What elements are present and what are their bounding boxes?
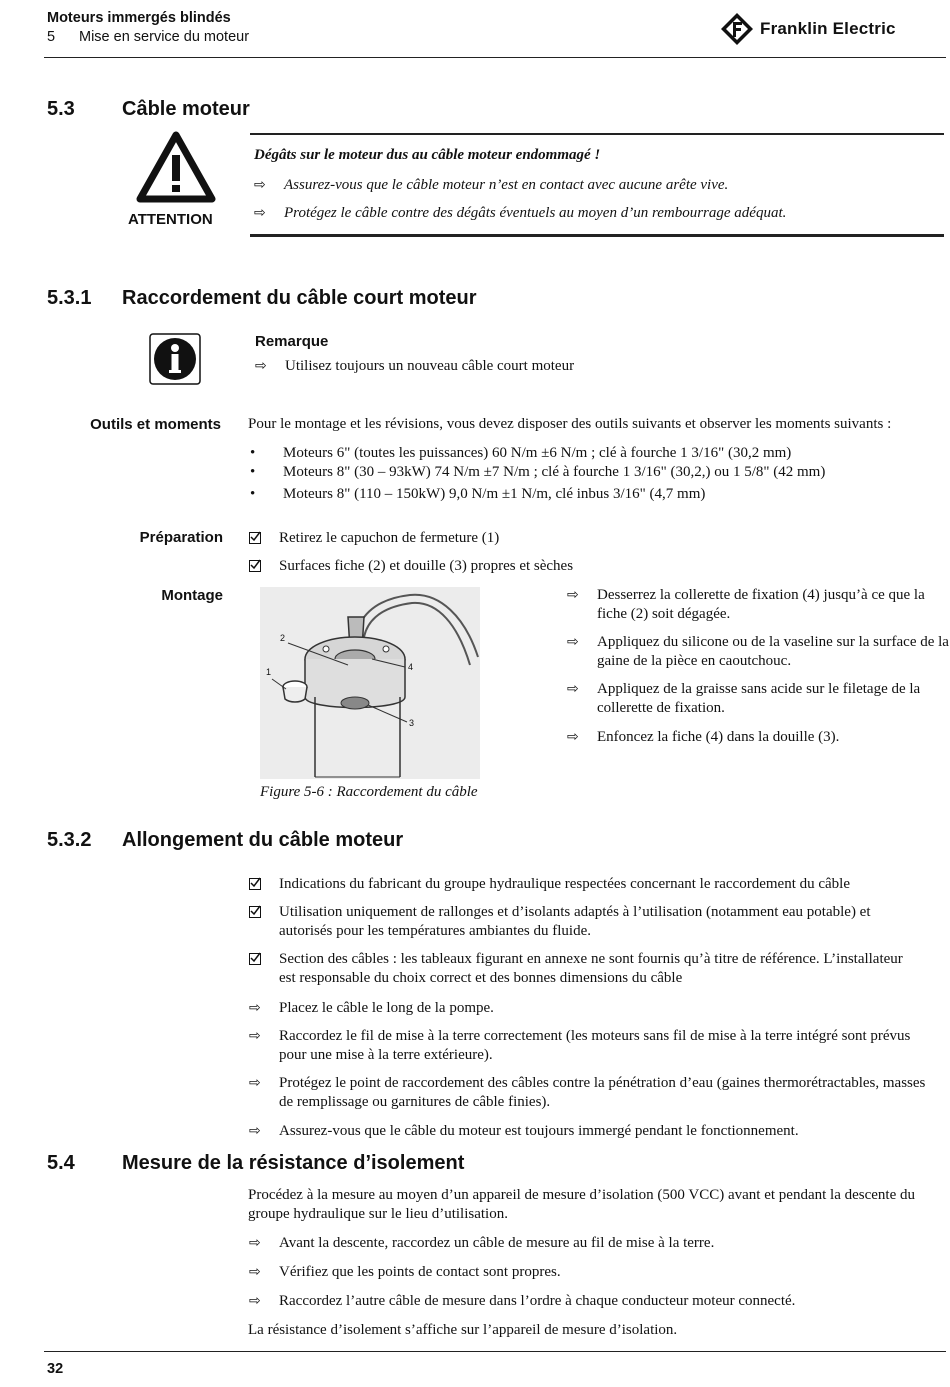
- arrow-icon: ⇨: [567, 681, 579, 697]
- cable-connection-drawing: [260, 587, 480, 779]
- arrow-icon: ⇨: [567, 729, 579, 745]
- tools-list-item: • Moteurs 8" (110 – 150kW) 9,0 N/m ±1 N/m, clé inbus 3/16" (4,7 mm): [250, 486, 706, 502]
- checklist-item: Indications du fabricant du groupe hydraulique respectées concernant le raccordement du câble: [249, 875, 919, 894]
- instruction-step: ⇨ Assurez-vous que le câble du moteur est toujours immergé pendant le fonctionnement.: [249, 1123, 799, 1139]
- arrow-icon: ⇨: [249, 1235, 261, 1251]
- section-heading-5-3-2: [47, 829, 747, 855]
- mounting-step: ⇨ Enfoncez la fiche (4) dans la douille (3).: [567, 729, 840, 745]
- checked-box-icon: [249, 532, 261, 544]
- arrow-icon: ⇨: [249, 1000, 261, 1016]
- measurement-outro: La résistance d’isolement s’affiche sur l’appareil de mesure d’isolation.: [248, 1322, 678, 1338]
- instruction-step: ⇨ Protégez le point de raccordement des câbles contre la pénétration d’eau (gaines thermorétractables, masses de remplissage ou garnitures de câble finies).: [249, 1075, 926, 1110]
- checklist-item: Retirez le capuchon de fermeture (1): [249, 529, 939, 548]
- warning-triangle-icon: [136, 131, 216, 203]
- checked-box-icon: [249, 560, 261, 572]
- instruction-step: ⇨ Raccordez l’autre câble de mesure dans l’ordre à chaque conducteur moteur connecté.: [249, 1293, 796, 1309]
- note-item: ⇨ Utilisez toujours un nouveau câble court moteur: [255, 358, 575, 374]
- section-number: 5.3: [47, 98, 75, 120]
- preparation-label: Préparation: [139, 529, 223, 546]
- section-number: 5.3.1: [47, 287, 92, 309]
- instruction-step: ⇨ Vérifiez que les points de contact sont propres.: [249, 1264, 561, 1280]
- warning-bottom-rule: [250, 234, 944, 237]
- arrow-icon: ⇨: [567, 634, 579, 650]
- chapter-title: Mise en service du moteur: [79, 29, 250, 45]
- figure-callout: 3: [409, 718, 415, 728]
- arrow-icon: ⇨: [249, 1028, 261, 1044]
- cable-connection-figure: [260, 587, 480, 779]
- section-title: Mesure de la résistance d’isolement: [122, 1152, 465, 1174]
- section-heading-5-3-1: [47, 287, 747, 313]
- arrow-icon: ⇨: [249, 1264, 261, 1280]
- section-number: 5.4: [47, 1152, 75, 1174]
- tools-intro: Pour le montage et les révisions, vous devez disposer des outils suivants et observer les moments suivants :: [248, 416, 892, 432]
- section-heading-5-3: [47, 98, 747, 124]
- mounting-step: ⇨ Desserrez la collerette de fixation (4) jusqu’à ce que la fiche (2) soit dégagée.: [567, 587, 925, 622]
- arrow-icon: ⇨: [249, 1293, 261, 1309]
- section-heading-5-4: [47, 1152, 747, 1178]
- header-rule: [44, 57, 946, 58]
- mounting-step: ⇨ Appliquez du silicone ou de la vaseline sur la surface de la gaine de la pièce en caoutchouc.: [567, 634, 949, 669]
- section-title: Raccordement du câble court moteur: [122, 287, 477, 309]
- section-title: Câble moteur: [122, 98, 250, 120]
- figure-callout: 2: [280, 633, 286, 643]
- bullet: •: [250, 445, 256, 461]
- chapter-line: [47, 29, 249, 45]
- arrow-icon: ⇨: [567, 587, 579, 603]
- arrow-icon: ⇨: [254, 177, 266, 193]
- info-icon: [149, 333, 201, 385]
- section-title: Allongement du câble moteur: [122, 829, 404, 851]
- section-number: 5.3.2: [47, 829, 92, 851]
- warning-item: ⇨ Protégez le câble contre des dégâts éventuels au moyen d’un rembourrage adéquat.: [254, 205, 787, 221]
- tools-label: Outils et moments: [90, 416, 221, 433]
- franklin-logo-icon: [720, 12, 754, 46]
- logo-wordmark: Franklin Electric: [760, 19, 896, 38]
- arrow-icon: ⇨: [249, 1123, 261, 1139]
- arrow-icon: ⇨: [255, 358, 267, 374]
- measurement-intro: Procédez à la mesure au moyen d’un appareil de mesure d’isolation (500 VCC) avant et pendant la descente du groupe hydraulique sur le lieu d’utilisation.: [248, 1187, 915, 1222]
- tools-list-item: • Moteurs 8" (30 – 93kW) 74 N/m ±7 N/m ; clé à fourche 1 3/16" (30,2,) ou 1 5/8" (42 mm): [250, 464, 826, 480]
- tools-list-item: • Moteurs 6" (toutes les puissances) 60 N/m ±6 N/m ; clé à fourche 1 3/16" (30,2 mm): [250, 445, 792, 461]
- bullet: •: [250, 464, 256, 480]
- figure-caption: Figure 5-6 : Raccordement du câble: [260, 784, 478, 800]
- warning-item: ⇨ Assurez-vous que le câble moteur n’est en contact avec aucune arête vive.: [254, 177, 729, 193]
- checklist-item: Section des câbles : les tableaux figurant en annexe ne sont fournis qu’à titre de référence. L’installateur est responsable du choix correct et des bonnes dimensions du câble: [249, 950, 919, 988]
- page-number: 32: [47, 1361, 64, 1377]
- checked-box-icon: [249, 878, 261, 890]
- franklin-electric-logo: [720, 12, 896, 46]
- footer-rule: [44, 1351, 946, 1352]
- warning-title: Dégâts sur le moteur dus au câble moteur endommagé !: [254, 147, 601, 163]
- bullet: •: [250, 486, 256, 502]
- figure-callout: 4: [408, 662, 414, 672]
- figure-callout: 1: [266, 667, 272, 677]
- warning-top-rule: [250, 133, 944, 135]
- instruction-step: ⇨ Avant la descente, raccordez un câble de mesure au fil de mise à la terre.: [249, 1235, 715, 1251]
- checked-box-icon: [249, 906, 261, 918]
- checklist-item: Surfaces fiche (2) et douille (3) propres et sèches: [249, 557, 939, 576]
- mounting-step: ⇨ Appliquez de la graisse sans acide sur le filetage de la collerette de fixation.: [567, 681, 921, 716]
- instruction-step: ⇨ Raccordez le fil de mise à la terre correctement (les moteurs sans fil de mise à la terre intégré sont prévus pour une mise à la terre extérieure).: [249, 1028, 911, 1063]
- document-title: Moteurs immergés blindés: [47, 10, 231, 26]
- warning-label: ATTENTION: [128, 211, 213, 228]
- note-title: Remarque: [255, 333, 329, 350]
- instruction-step: ⇨ Placez le câble le long de la pompe.: [249, 1000, 494, 1016]
- arrow-icon: ⇨: [254, 205, 266, 221]
- mounting-label: Montage: [161, 587, 223, 604]
- checked-box-icon: [249, 953, 261, 965]
- checklist-item: Utilisation uniquement de rallonges et d’isolants adaptés à l’utilisation (notamment eau potable) et autorisés pour les températures ambiantes du fluide.: [249, 903, 919, 941]
- arrow-icon: ⇨: [249, 1075, 261, 1091]
- chapter-number: 5: [47, 29, 56, 45]
